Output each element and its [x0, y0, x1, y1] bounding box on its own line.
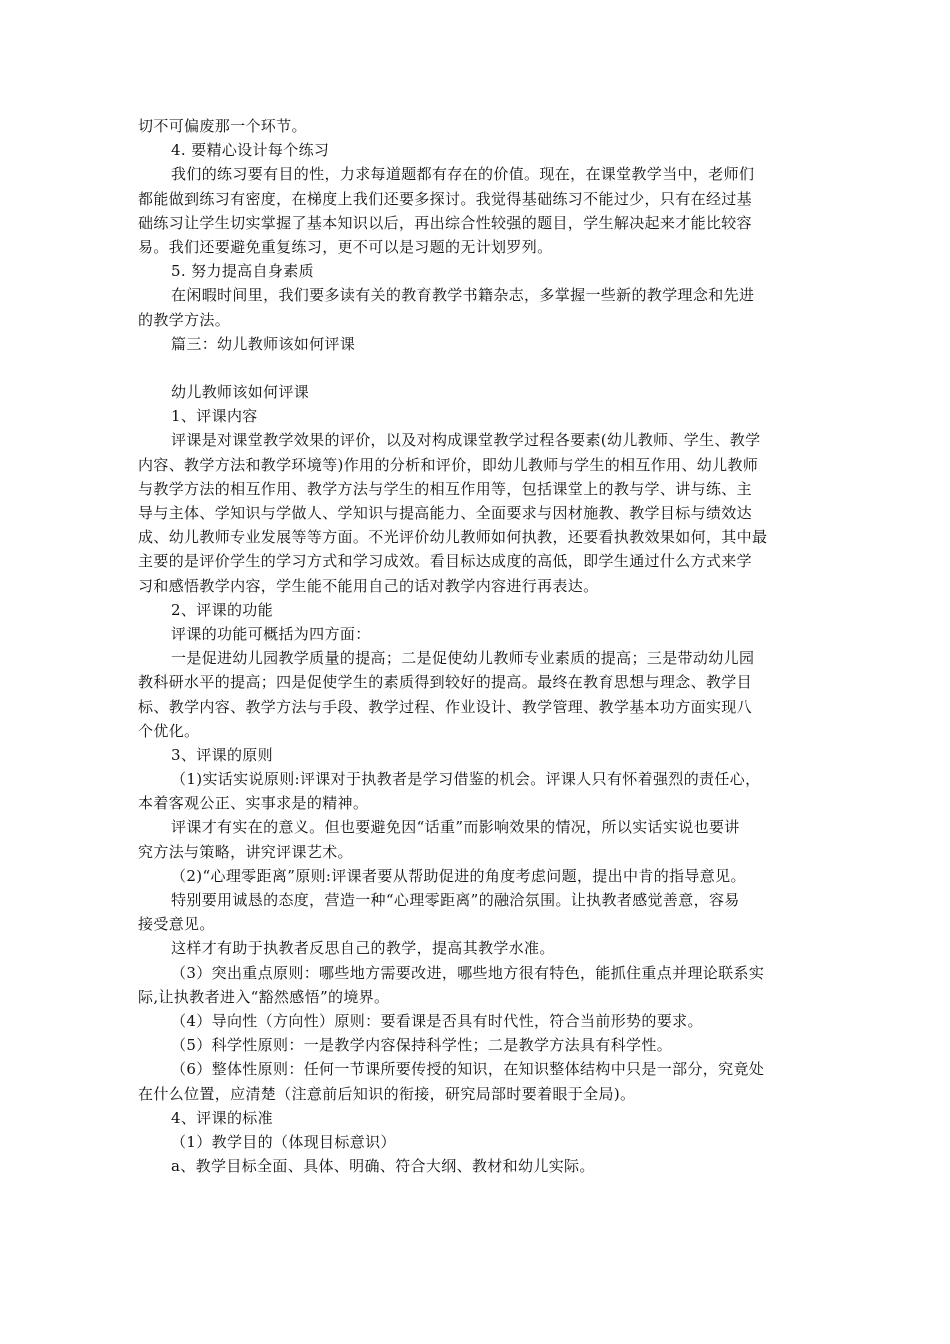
text-line: （1)实话实说原则:评课对于执教者是学习借鉴的机会。评课人只有怀着强烈的责任心，: [171, 770, 761, 789]
text-line: 导与主体、学知识与学做人、学知识与提高能力、全面要求与因材施教、教学目标与绩效达: [138, 504, 753, 522]
text-line: 评课才有实在的意义。但也要避免因“话重”而影响效果的情况，所以实话实说也要讲: [171, 818, 740, 837]
text-line: 在什么位置，应清楚（注意前后知识的衔接，研究局部时要着眼于全局)。: [138, 1084, 636, 1103]
text-line: 评课是对课堂教学效果的评价，以及对构成课堂教学过程各要素(幼儿教师、学生、教学: [171, 431, 761, 450]
text-line: 究方法与策略，讲究评课艺术。: [138, 842, 353, 861]
text-line: 个优化。: [138, 721, 200, 740]
text-line: a、教学目标全面、具体、明确、符合大纲、教材和幼儿实际。: [171, 1157, 595, 1176]
text-line: 切不可偏废那一个环节。: [138, 117, 307, 135]
text-line: 特别要用诚恳的态度，营造一种“心理零距离”的融洽氛围。让执教者感觉善意，容易: [171, 891, 740, 909]
text-line: 际,让执教者进入“豁然感悟”的境界。: [138, 987, 390, 1006]
text-line: 篇三：幼儿教师该如何评课: [171, 334, 356, 353]
text-line: 5. 努力提高自身素质: [171, 262, 314, 281]
text-line: 础练习让学生切实掌握了基本知识以后，再出综合性较强的题目，学生解决起来才能比较容: [138, 213, 753, 232]
text-line: 接受意见。: [138, 915, 215, 934]
text-line: 本着客观公正、实事求是的精神。: [138, 794, 369, 813]
text-line: 评课的功能可概括为四方面：: [171, 624, 371, 643]
text-line: （3）突出重点原则：哪些地方需要改进，哪些地方很有特色，能抓住重点并理论联系实: [171, 963, 765, 982]
text-line: 内容、教学方法和教学环境等)作用的分析和评价，即幼儿教师与学生的相互作用、幼儿教师: [138, 455, 759, 474]
text-line: 1、评课内容: [171, 407, 258, 426]
text-line: 成、幼儿教师专业发展等等方面。不光评价幼儿教师如何执教，还要看执教效果如何，其中最: [138, 528, 768, 547]
text-line: 主要的是评价学生的学习方式和学习成效。看目标达成度的高低，即学生通过什么方式来学: [138, 552, 753, 571]
text-line: （1）教学目的（体现目标意识）: [171, 1132, 396, 1151]
text-line: 教科研水平的提高；四是促使学生的素质得到较好的提高。最终在教育思想与理念、教学目: [138, 673, 753, 692]
blank-line: [138, 356, 814, 380]
text-line: （2)“心理零距离”原则:评课者要从帮助促进的角度考虑问题，提出中肯的指导意见。: [171, 866, 746, 885]
text-line: 4、评课的标准: [171, 1108, 273, 1127]
text-line: 这样才有助于执教者反思自己的教学，提高其教学水准。: [171, 939, 555, 958]
text-line: 都能做到练习有密度，在梯度上我们还要多探讨。我觉得基础练习不能过少，只有在经过基: [138, 189, 753, 208]
text-line: 与教学方法的相互作用、教学方法与学生的相互作用等，包括课堂上的教与学、讲与练、主: [138, 479, 753, 498]
text-line: 的教学方法。: [138, 310, 231, 329]
text-line: 3、评课的原则: [171, 745, 273, 764]
document-page: [138, 114, 814, 1178]
text-line: 一是促进幼儿园教学质量的提高；二是促使幼儿教师专业素质的提高；三是带动幼儿园: [171, 649, 755, 668]
text-line: （6）整体性原则：任何一节课所要传授的知识，在知识整体结构中只是一部分，究竟处: [171, 1060, 765, 1079]
text-line: 在闲暇时间里，我们要多读有关的教育教学书籍杂志，多掌握一些新的教学理念和先进: [171, 286, 755, 305]
text-line: 2、评课的功能: [171, 600, 273, 619]
text-line: 习和感悟教学内容，学生能不能用自己的话对教学内容进行再表达。: [138, 576, 599, 595]
text-line: （4）导向性（方向性）原则：要看课是否具有时代性，符合当前形势的要求。: [171, 1011, 703, 1030]
text-line: 易。我们还要避免重复练习，更不可以是习题的无计划罗列。: [138, 237, 553, 256]
text-line: 标、教学内容、教学方法与手段、教学过程、作业设计、教学管理、教学基本功方面实现八: [138, 697, 753, 716]
text-line: 我们的练习要有目的性，力求每道题都有存在的价值。现在，在课堂教学当中，老师们: [171, 165, 755, 184]
text-line: 幼儿教师该如何评课: [171, 383, 310, 402]
text-line: （5）科学性原则：一是教学内容保持科学性；二是教学方法具有科学性。: [171, 1036, 673, 1055]
text-line: 4. 要精心设计每个练习: [171, 141, 330, 160]
